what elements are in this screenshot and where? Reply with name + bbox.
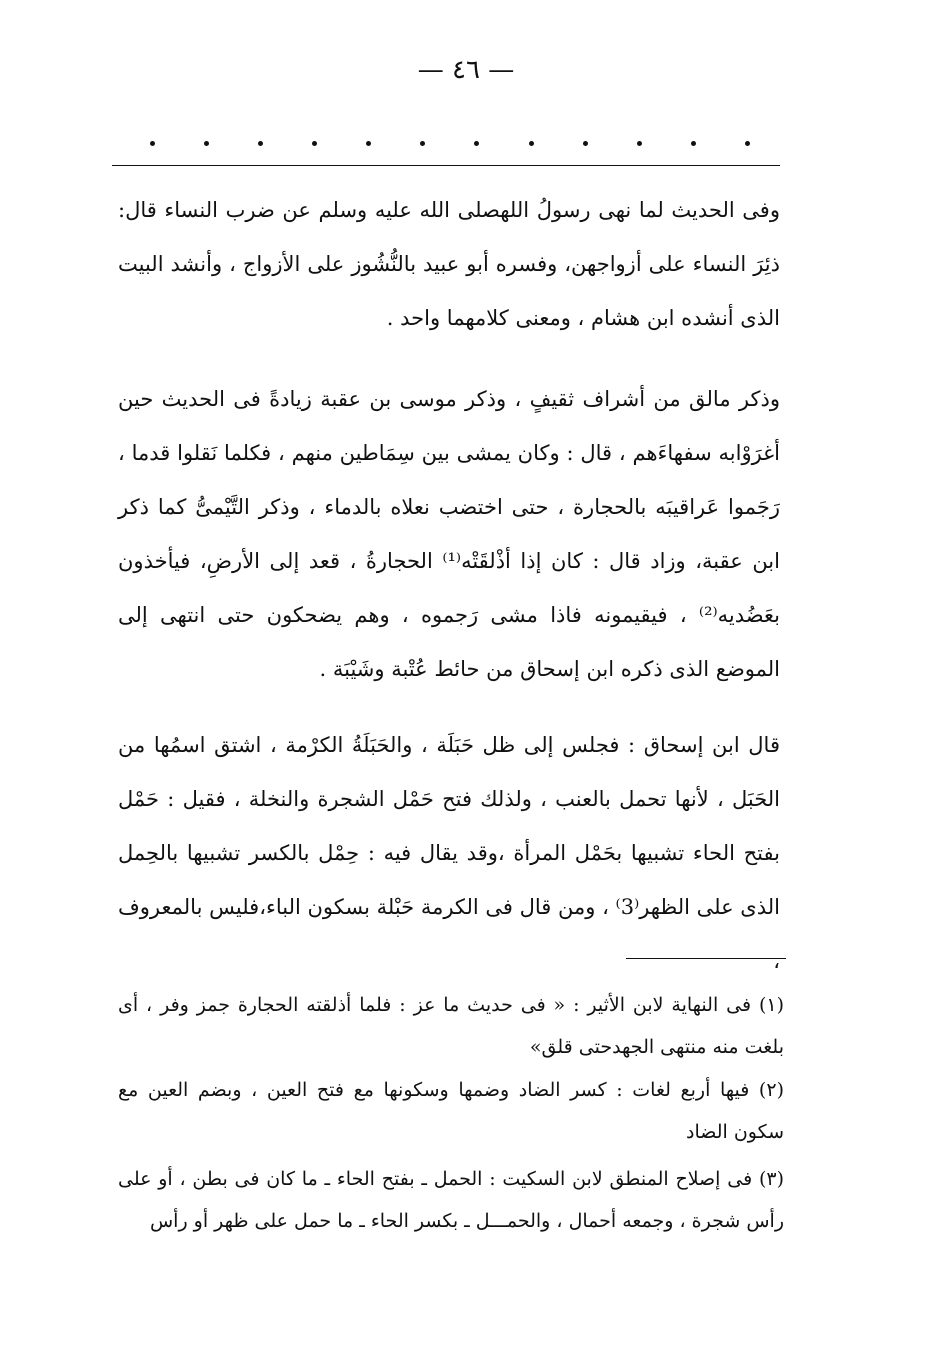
page-number: — ٤٦ — — [417, 55, 515, 85]
footnote-separator — [626, 958, 786, 959]
ornament-dot — [529, 141, 534, 146]
ornament-dot — [637, 141, 642, 146]
ornament-dot — [691, 141, 696, 146]
ornament-dot — [583, 141, 588, 146]
body-paragraph: قال ابن إسحاق : فجلس إلى ظل حَبَلَة ، والحَبَلَةُ الكرْمة ، اشتق اسمُها من الحَبَل ، لأنها تحمل بالعنب ، ولذلك فتح حَمْل الشجرة والنخلة ، فقيل : حَمْل بفتح الحاء تشبيها بحَمْل المرأة ،وقد يقال فيه : حِمْل بالكسر تشبيها بالحِمل الذى على الظهر⁽3⁾ ، ومن قال فى الكرمة حَبْلة بسكون الباء،فليس بالمعروف ، — [118, 733, 780, 973]
ornament-dot — [420, 141, 425, 146]
ornament-dot — [474, 141, 479, 146]
ornament-dot — [745, 141, 750, 146]
ornament-dot — [204, 141, 209, 146]
body-paragraph: وذكر مالق من أشراف ثقيفٍ ، وذكر موسى بن عقبة زيادةً فى الحديث حين أغرَوْابه سفهاءَهم ، قال : وكان يمشى بين سِمَاطين منهم ، فكلما نَقلوا قدما ، رَجَموا عَراقيبَه بالحجارة ، حتى اختضب نعلاه بالدماء ، وذكر التَّيْمىُّ كما ذكر ابن عقبة، وزاد قال : كان إذا أذْلقَتْه⁽¹⁾ الحجارةُ ، قعد إلى الأرضِ، فيأخذون بعَضُديه⁽²⁾ ، فيقيمونه فاذا مشى رَجموه ، وهم يضحكون حتى انتهى إلى الموضع الذى ذكره ابن إسحاق من حائط عُتْبة وشَيْبَة . — [118, 387, 780, 681]
footnote: (٣) فى إصلاح المنطق لابن السكيت : الحمل ـ بفتح الحاء ـ ما كان فى بطن ، أو على رأس شجرة ، وجمعه أحمال ، والحمـــل ـ بكسر الحاء ـ ما حمل على ظهر أو رأس — [118, 1168, 785, 1232]
ornamental-dots — [150, 141, 750, 153]
ornament-dot — [150, 141, 155, 146]
header-rule — [112, 165, 780, 166]
ornament-dot — [366, 141, 371, 146]
footnote: (٢) فيها أربع لغات : كسر الضاد وضمها وسكونها مع فتح العين ، وبضم العين مع سكون الضاد — [118, 1079, 784, 1143]
ornament-dot — [312, 141, 317, 146]
footnote: (١) فى النهاية لابن الأثير : « فى حديث ما عز : فلما أذلقته الحجارة جمز وفر ، أى بلغت منه منتهى الجهدحتى قلق» — [118, 994, 785, 1058]
body-paragraph: وفى الحديث لما نهى رسولُ اللهصلى الله عليه وسلم عن ضرب النساء قال: ذئِرَ النساء على أزواجهن، وفسره أبو عبيد بالنُّشُوز على الأزواج ، وأنشد البيت الذى أنشده ابن هشام ، ومعنى كلامهما واحد . — [118, 198, 780, 330]
ornament-dot — [258, 141, 263, 146]
